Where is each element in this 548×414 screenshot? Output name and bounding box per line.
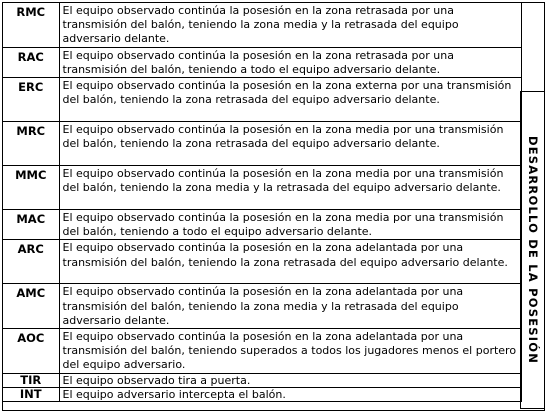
category-code: RAC xyxy=(3,47,59,77)
table-row xyxy=(3,329,521,374)
section-label-cell xyxy=(520,91,545,409)
section-label: DESARROLLO DE LA POSESIÓN xyxy=(526,135,540,365)
category-description: El equipo observado continúa la posesión en la zona retrasada por una transmisión del balón, teniendo la zona media y la retrasada del equipo adversario delante. xyxy=(59,3,521,47)
table-row xyxy=(3,122,521,166)
category-code: TIR xyxy=(3,373,59,387)
category-description: El equipo observado continúa la posesión en la zona adelantada por una transmisión del balón, teniendo superados a todos los jugadores menos el portero del equipo adversario. xyxy=(59,329,521,374)
table-row xyxy=(3,166,521,210)
table-row xyxy=(3,284,521,329)
category-description: El equipo observado tira a puerta. xyxy=(59,373,521,387)
table-row xyxy=(3,240,521,284)
category-code: ERC xyxy=(3,78,59,122)
category-code: AMC xyxy=(3,284,59,329)
category-code: MMC xyxy=(3,166,59,210)
table-row xyxy=(3,78,521,122)
table-row xyxy=(3,3,521,47)
table-row xyxy=(3,387,521,401)
category-description: El equipo observado continúa la posesión en la zona adelantada por una transmisión del balón, teniendo la zona media y la retrasada del equipo adversario delante. xyxy=(59,284,521,329)
category-table xyxy=(3,3,522,402)
category-code: ARC xyxy=(3,240,59,284)
table-row xyxy=(3,210,521,240)
category-code: AOC xyxy=(3,329,59,374)
category-description: El equipo observado continúa la posesión en la zona media por una transmisión del balón, teniendo la zona retrasada del equipo adversario delante. xyxy=(59,122,521,166)
table-row xyxy=(3,373,521,387)
category-description: El equipo observado continúa la posesión en la zona externa por una transmisión del balón, teniendo la zona retrasada del equipo adversario delante. xyxy=(59,78,521,122)
category-description: El equipo observado continúa la posesión en la zona media por una transmisión del balón, teniendo la zona media y la retrasada del equipo adversario delante. xyxy=(59,166,521,210)
category-description: El equipo observado continúa la posesión en la zona adelantada por una transmisión del balón, teniendo la zona retrasada del equipo adversario delante. xyxy=(59,240,521,284)
category-description: El equipo adversario intercepta el balón. xyxy=(59,387,521,401)
category-description: El equipo observado continúa la posesión en la zona retrasada por una transmisión del balón, teniendo a todo el equipo adversario delante. xyxy=(59,47,521,77)
category-description: El equipo observado continúa la posesión en la zona media por una transmisión del balón, teniendo a todo el equipo adversario delante. xyxy=(59,210,521,240)
table-row xyxy=(3,47,521,77)
category-table-frame xyxy=(2,2,545,411)
category-code: MAC xyxy=(3,210,59,240)
category-code: INT xyxy=(3,387,59,401)
category-code: RMC xyxy=(3,3,59,47)
category-code: MRC xyxy=(3,122,59,166)
